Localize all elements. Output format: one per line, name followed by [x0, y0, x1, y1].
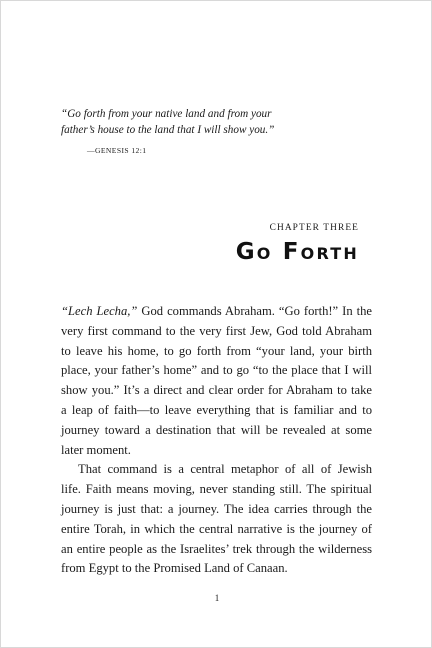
body-line: journey is just that: a journey. The idea carries through the [61, 501, 372, 516]
body-line: entire Torah, in which the central narrative is the journey of [61, 521, 372, 536]
body-line: place, your father’s home” and to go “to the place that I will [61, 363, 372, 378]
chapter-title: Go Forth [235, 239, 359, 265]
body-line: from Egypt to the Promised Land of Canaan. [61, 561, 288, 576]
body-text [61, 302, 372, 579]
epigraph-line: “Go forth from your native land and from your [61, 108, 272, 120]
body-line: journey toward a destination that will be revealed at some [61, 422, 372, 437]
lech-lecha-phrase: “Lech Lecha,” [61, 304, 138, 318]
page-number: 1 [214, 593, 220, 603]
body-line: later moment. [61, 442, 131, 457]
body-line: show you.” It’s a direct and clear order for Abraham to take [61, 383, 372, 398]
body-line: very first command to the very first Jew, God told Abraham [61, 323, 372, 338]
epigraph-quote [61, 107, 381, 138]
epigraph-line: father’s house to the land that I will show you.” [61, 123, 275, 136]
body-line: life. Faith means moving, never standing still. The spiritual [61, 482, 372, 497]
body-line: a leap of faith—to leave everything that is familiar and to [61, 402, 372, 417]
epigraph-source: —GENESIS 12:1 [87, 146, 147, 155]
body-line: an entire people as the Israelites’ trek through the wilderness [61, 541, 372, 556]
paragraph-2 [61, 460, 372, 579]
body-line [61, 302, 372, 322]
epigraph [61, 107, 381, 155]
body-line: to leave his home, to go forth from “your land, your birth [61, 343, 372, 358]
paragraph-1 [61, 302, 372, 460]
body-line-text: God commands Abraham. “Go forth!” In the [137, 304, 372, 318]
body-line: That command is a central metaphor of all of Jewish [78, 462, 372, 477]
chapter-label: CHAPTER THREE [269, 223, 359, 233]
